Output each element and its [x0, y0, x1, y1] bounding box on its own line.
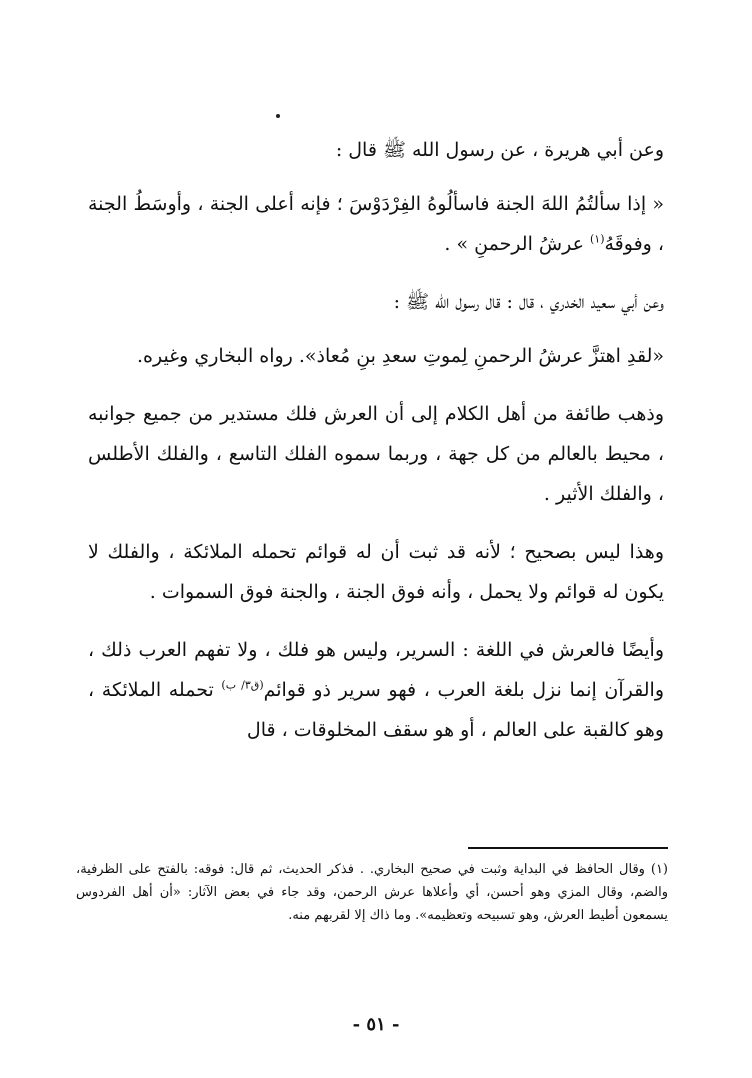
paragraph-hadith-firdaws — [88, 184, 664, 264]
paragraph-text: «لقدِ اهتزَّ عرشُ الرحمنِ لِموتِ سعدِ بنِ مُعاذ». رواه البخاري وغيره. — [136, 345, 664, 367]
paragraph-text: وهذا ليس بصحيح ؛ لأنه قد ثبت أن له قوائم تحمله الملائكة ، والفلك لا يكون له قوائم ولا يحمل ، وأنه فوق الجنة ، والجنة فوق السموات . — [88, 541, 664, 603]
page-number: - ٥١ - — [352, 1014, 400, 1035]
paragraph-text: « إذا سألتُمُ اللهَ الجنة فاسألُوهُ الفِرْدَوْسَ ؛ فإنه أعلى الجنة ، وأوسَطُ الجنة ، وفوقَهُ — [88, 193, 664, 255]
paragraph-text: وذهب طائفة من أهل الكلام إلى أن العرش فلك مستدير من جميع جوانبه ، محيط بالعالم من كل جهة ، وربما سموه الفلك التاسع ، والفلك الأطلس ، والفلك الأثير . — [88, 403, 664, 505]
paragraph-text: وعن أبي سعيد الخدري ، قال : قال رسول الله ﷺ : — [393, 291, 664, 313]
main-text — [88, 130, 664, 768]
footnote: (١) وقال الحافظ في البداية وثبت في صحيح البخاري. . فذكر الحديث، ثم قال: فوقه: بالفتح على الظرفية، والضم، وقال المزي وهو أحسن، أي وأعلاها عرش الرحمن، وقد جاء في بعض الآثار: «أن أهل الفردوس يسمعون أطيط العرش، وهو تسبيحه وتعظيمه». وما ذاك إلا لقربهم منه. — [76, 862, 668, 923]
paragraph-language — [88, 630, 664, 750]
paragraph-abu-said-intro — [88, 282, 664, 322]
decorative-dot — [276, 114, 280, 118]
footnote-marker[interactable]: (١) — [589, 232, 605, 246]
footnote-divider — [468, 847, 668, 849]
paragraph-refutation — [88, 532, 664, 612]
paragraph-kalam-view — [88, 394, 664, 514]
paragraph-text: وعن أبي هريرة ، عن رسول الله ﷺ قال : — [335, 139, 664, 161]
paragraph-text: وأيضًا فالعرش في اللغة : السرير، وليس هو فلك ، ولا تفهم العرب ذلك ، والقرآن إنما نزل بلغة العرب ، فهو سرير ذو قوائم — [88, 639, 664, 701]
paragraph-text: تحمله الملائكة ، وهو كالقبة على العالم ، أو هو سقف المخلوقات ، قال — [88, 679, 664, 741]
paragraph-abu-hurayra-intro — [88, 130, 664, 170]
paragraph-text: عرشُ الرحمنِ » . — [444, 233, 584, 255]
manuscript-reference: (ق٣/ ب) — [221, 678, 264, 692]
paragraph-hadith-saad — [88, 336, 664, 376]
